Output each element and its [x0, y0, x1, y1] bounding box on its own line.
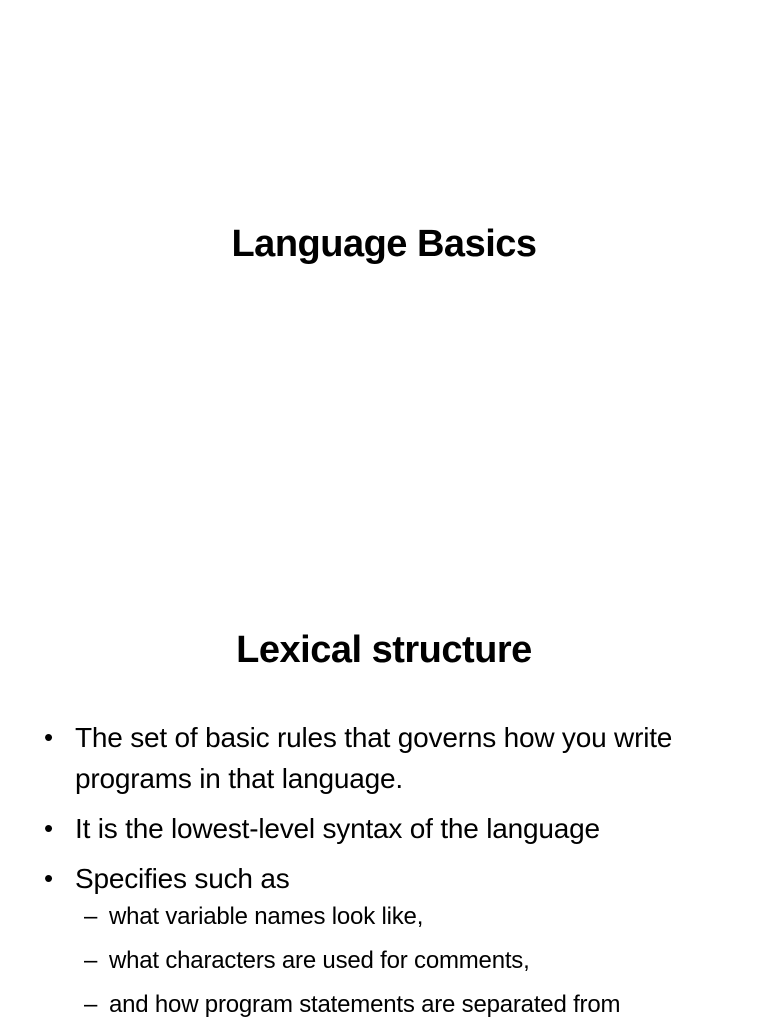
dash-marker: – — [84, 947, 98, 974]
sub-bullet-item — [84, 987, 734, 1023]
dash-marker: – — [84, 991, 98, 1018]
bullet-marker: • — [44, 863, 53, 893]
bullet-marker: • — [44, 813, 53, 843]
sub-bullet-text: what variable names look like, — [109, 903, 424, 930]
slide-title: Lexical structure — [236, 629, 532, 671]
sub-bullet-text: what characters are used for comments, — [109, 947, 530, 974]
sub-bullet-item — [84, 943, 734, 979]
sub-bullet-list — [84, 899, 734, 1023]
bullet-item — [44, 717, 734, 799]
bullet-text: Specifies such as — [75, 863, 290, 894]
bullet-list — [44, 717, 734, 1032]
slide-language-basics — [0, 0, 768, 512]
slide-title: Language Basics — [231, 223, 537, 265]
bullet-text: It is the lowest-level syntax of the language — [75, 813, 600, 844]
bullet-text: The set of basic rules that governs how you write programs in that language. — [75, 722, 673, 794]
bullet-item — [44, 808, 734, 849]
slide-lexical-structure — [0, 512, 768, 1024]
sub-bullet-text: and how program statements are separated from — [109, 991, 621, 1018]
dash-marker: – — [84, 903, 98, 930]
sub-bullet-item — [84, 899, 734, 935]
bullet-marker: • — [44, 722, 53, 752]
bullet-item — [44, 858, 734, 1023]
